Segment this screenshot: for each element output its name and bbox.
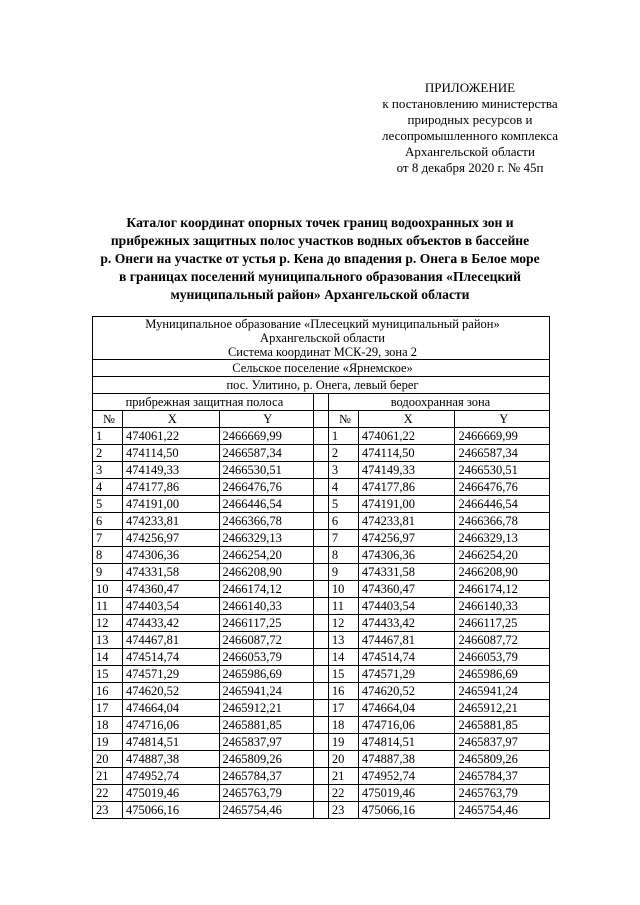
column-gap <box>313 717 328 734</box>
column-gap <box>313 564 328 581</box>
table-row <box>93 802 550 819</box>
column-gap <box>313 530 328 547</box>
column-gap <box>313 513 328 530</box>
coord-x: 474403,54 <box>358 598 455 615</box>
header-line: Система координат МСК-29, зона 2 <box>227 345 418 359</box>
title-line: Каталог координат опорных точек границ водоохранных зон и <box>126 215 514 230</box>
coord-y: 2465763,79 <box>455 785 550 802</box>
coord-x: 474114,50 <box>123 445 220 462</box>
column-gap <box>313 666 328 683</box>
table-row <box>93 598 550 615</box>
table-row <box>93 649 550 666</box>
settlement-row <box>93 360 550 377</box>
point-number: 22 <box>328 785 358 802</box>
col-no-header: № <box>93 411 123 428</box>
coord-y: 2465941,24 <box>455 683 550 700</box>
table-row <box>93 428 550 445</box>
coord-x: 475019,46 <box>358 785 455 802</box>
coord-x: 474331,58 <box>123 564 220 581</box>
point-number: 16 <box>93 683 123 700</box>
coord-y: 2466587,34 <box>219 445 313 462</box>
point-number: 13 <box>328 632 358 649</box>
point-number: 7 <box>93 530 123 547</box>
col-x-header: X <box>358 411 455 428</box>
coord-y: 2465754,46 <box>219 802 313 819</box>
point-number: 18 <box>93 717 123 734</box>
coord-x: 474571,29 <box>123 666 220 683</box>
coord-x: 474467,81 <box>358 632 455 649</box>
point-number: 4 <box>328 479 358 496</box>
column-gap <box>313 632 328 649</box>
coord-x: 474433,42 <box>123 615 220 632</box>
coord-y: 2465809,26 <box>219 751 313 768</box>
appendix-line: природных ресурсов и <box>407 112 533 127</box>
point-number: 5 <box>328 496 358 513</box>
coord-y: 2465837,97 <box>455 734 550 751</box>
point-number: 19 <box>93 734 123 751</box>
coord-x: 474331,58 <box>358 564 455 581</box>
locality-row <box>93 377 550 394</box>
coord-x: 474177,86 <box>358 479 455 496</box>
coord-y: 2465881,85 <box>455 717 550 734</box>
column-gap <box>313 649 328 666</box>
coord-y: 2466329,13 <box>219 530 313 547</box>
point-number: 2 <box>93 445 123 462</box>
coord-x: 474887,38 <box>358 751 455 768</box>
coord-x: 474177,86 <box>123 479 220 496</box>
point-number: 6 <box>328 513 358 530</box>
coord-y: 2465912,21 <box>455 700 550 717</box>
coord-x: 474114,50 <box>358 445 455 462</box>
header-line: Архангельской области <box>260 331 385 345</box>
title-line: р. Онеги на участке от устья р. Кена до впадения р. Онега в Белое море <box>100 251 540 266</box>
column-gap <box>313 445 328 462</box>
right-section-label: водоохранная зона <box>328 394 549 411</box>
coord-y: 2466174,12 <box>219 581 313 598</box>
table-row <box>93 632 550 649</box>
point-number: 19 <box>328 734 358 751</box>
point-number: 13 <box>93 632 123 649</box>
point-number: 10 <box>328 581 358 598</box>
coord-x: 474514,74 <box>123 649 220 666</box>
coord-y: 2466530,51 <box>219 462 313 479</box>
point-number: 14 <box>93 649 123 666</box>
point-number: 21 <box>328 768 358 785</box>
table-row <box>93 717 550 734</box>
left-section-label: прибрежная защитная полоса <box>93 394 314 411</box>
coord-x: 474952,74 <box>123 768 220 785</box>
coord-y: 2465912,21 <box>219 700 313 717</box>
point-number: 23 <box>328 802 358 819</box>
coord-y: 2465986,69 <box>219 666 313 683</box>
coord-x: 474571,29 <box>358 666 455 683</box>
coord-y: 2466476,76 <box>455 479 550 496</box>
coord-x: 474360,47 <box>123 581 220 598</box>
appendix-line: к постановлению министерства <box>382 96 558 111</box>
coord-x: 474664,04 <box>358 700 455 717</box>
coord-x: 475066,16 <box>123 802 220 819</box>
coord-x: 474233,81 <box>358 513 455 530</box>
appendix-line: от 8 декабря 2020 г. № 45п <box>396 160 544 175</box>
point-number: 1 <box>93 428 123 445</box>
coord-x: 474403,54 <box>123 598 220 615</box>
point-number: 11 <box>93 598 123 615</box>
table-row <box>93 581 550 598</box>
col-no-header: № <box>328 411 358 428</box>
point-number: 1 <box>328 428 358 445</box>
coord-y: 2465837,97 <box>219 734 313 751</box>
point-number: 12 <box>328 615 358 632</box>
coord-y: 2466117,25 <box>219 615 313 632</box>
point-number: 22 <box>93 785 123 802</box>
coordinates-table <box>92 316 550 819</box>
point-number: 9 <box>93 564 123 581</box>
table-header-row <box>93 317 550 360</box>
point-number: 7 <box>328 530 358 547</box>
coord-y: 2466208,90 <box>455 564 550 581</box>
point-number: 17 <box>93 700 123 717</box>
col-x-header: X <box>123 411 220 428</box>
point-number: 3 <box>328 462 358 479</box>
column-gap <box>313 581 328 598</box>
coord-x: 474061,22 <box>123 428 220 445</box>
coord-x: 474716,06 <box>358 717 455 734</box>
point-number: 5 <box>93 496 123 513</box>
column-gap <box>313 751 328 768</box>
point-number: 15 <box>93 666 123 683</box>
column-gap <box>313 547 328 564</box>
coord-y: 2466053,79 <box>455 649 550 666</box>
coord-x: 474256,97 <box>358 530 455 547</box>
coord-y: 2466669,99 <box>219 428 313 445</box>
table-row <box>93 751 550 768</box>
coord-x: 474467,81 <box>123 632 220 649</box>
table-row <box>93 683 550 700</box>
point-number: 12 <box>93 615 123 632</box>
appendix-line: Архангельской области <box>405 144 535 159</box>
coord-x: 474360,47 <box>358 581 455 598</box>
point-number: 17 <box>328 700 358 717</box>
column-gap <box>313 598 328 615</box>
title-line: в границах поселений муниципального образования «Плесецкий <box>119 269 521 284</box>
point-number: 20 <box>93 751 123 768</box>
coord-y: 2466366,78 <box>219 513 313 530</box>
coord-x: 474306,36 <box>358 547 455 564</box>
table-row <box>93 513 550 530</box>
coord-x: 474149,33 <box>358 462 455 479</box>
coord-x: 475019,46 <box>123 785 220 802</box>
coord-y: 2466329,13 <box>455 530 550 547</box>
coord-x: 474887,38 <box>123 751 220 768</box>
table-row <box>93 700 550 717</box>
section-gap <box>313 394 328 411</box>
coord-y: 2466366,78 <box>455 513 550 530</box>
coord-x: 474814,51 <box>358 734 455 751</box>
document-title <box>80 214 560 304</box>
coord-y: 2466087,72 <box>455 632 550 649</box>
point-number: 8 <box>328 547 358 564</box>
table-row <box>93 530 550 547</box>
column-gap <box>313 462 328 479</box>
coord-x: 474306,36 <box>123 547 220 564</box>
title-line: муниципальный район» Архангельской области <box>170 287 470 302</box>
coord-x: 474814,51 <box>123 734 220 751</box>
point-number: 6 <box>93 513 123 530</box>
point-number: 14 <box>328 649 358 666</box>
column-gap <box>313 615 328 632</box>
header-line: Муниципальное образование «Плесецкий муниципальный район» <box>145 317 500 331</box>
coord-y: 2466087,72 <box>219 632 313 649</box>
table-row <box>93 462 550 479</box>
table-row <box>93 479 550 496</box>
coord-y: 2466476,76 <box>219 479 313 496</box>
appendix-line: лесопромышленного комплекса <box>381 128 558 143</box>
coord-y: 2466446,54 <box>455 496 550 513</box>
coord-y: 2465881,85 <box>219 717 313 734</box>
section-row <box>93 394 550 411</box>
appendix-block <box>340 80 600 176</box>
coord-x: 474233,81 <box>123 513 220 530</box>
point-number: 4 <box>93 479 123 496</box>
coord-y: 2465809,26 <box>455 751 550 768</box>
coord-x: 474664,04 <box>123 700 220 717</box>
coord-y: 2466446,54 <box>219 496 313 513</box>
coord-x: 474620,52 <box>123 683 220 700</box>
point-number: 2 <box>328 445 358 462</box>
point-number: 21 <box>93 768 123 785</box>
column-header-row <box>93 411 550 428</box>
coord-x: 475066,16 <box>358 802 455 819</box>
table-row <box>93 666 550 683</box>
column-gap <box>313 785 328 802</box>
point-number: 9 <box>328 564 358 581</box>
table-row <box>93 615 550 632</box>
coord-y: 2465784,37 <box>455 768 550 785</box>
coord-x: 474191,00 <box>123 496 220 513</box>
municipality-header <box>93 317 550 360</box>
coord-y: 2466140,33 <box>219 598 313 615</box>
point-number: 23 <box>93 802 123 819</box>
coord-y: 2465986,69 <box>455 666 550 683</box>
point-number: 3 <box>93 462 123 479</box>
appendix-line: ПРИЛОЖЕНИЕ <box>424 80 516 95</box>
coord-y: 2466587,34 <box>455 445 550 462</box>
column-gap <box>313 496 328 513</box>
coord-x: 474191,00 <box>358 496 455 513</box>
point-number: 15 <box>328 666 358 683</box>
coord-y: 2466530,51 <box>455 462 550 479</box>
table-row <box>93 445 550 462</box>
coord-x: 474149,33 <box>123 462 220 479</box>
coord-x: 474952,74 <box>358 768 455 785</box>
point-number: 10 <box>93 581 123 598</box>
coord-x: 474514,74 <box>358 649 455 666</box>
column-gap <box>313 411 328 428</box>
coord-y: 2466140,33 <box>455 598 550 615</box>
coord-y: 2465784,37 <box>219 768 313 785</box>
point-number: 11 <box>328 598 358 615</box>
table-row <box>93 768 550 785</box>
point-number: 16 <box>328 683 358 700</box>
point-number: 20 <box>328 751 358 768</box>
coord-y: 2466669,99 <box>455 428 550 445</box>
column-gap <box>313 802 328 819</box>
table-row <box>93 496 550 513</box>
column-gap <box>313 479 328 496</box>
coord-x: 474433,42 <box>358 615 455 632</box>
point-number: 8 <box>93 547 123 564</box>
table-row <box>93 785 550 802</box>
column-gap <box>313 768 328 785</box>
settlement-name: Сельское поселение «Ярнемское» <box>93 360 550 377</box>
coord-y: 2466254,20 <box>219 547 313 564</box>
table-row <box>93 547 550 564</box>
col-y-header: Y <box>219 411 313 428</box>
column-gap <box>313 683 328 700</box>
column-gap <box>313 734 328 751</box>
coord-y: 2465941,24 <box>219 683 313 700</box>
locality-name: пос. Улитино, р. Онега, левый берег <box>93 377 550 394</box>
col-y-header: Y <box>455 411 550 428</box>
coord-y: 2466254,20 <box>455 547 550 564</box>
coord-y: 2466174,12 <box>455 581 550 598</box>
table-row <box>93 734 550 751</box>
table-row <box>93 564 550 581</box>
coord-x: 474256,97 <box>123 530 220 547</box>
title-line: прибрежных защитных полос участков водных объектов в бассейне <box>110 233 530 248</box>
coord-x: 474716,06 <box>123 717 220 734</box>
column-gap <box>313 428 328 445</box>
column-gap <box>313 700 328 717</box>
point-number: 18 <box>328 717 358 734</box>
coord-y: 2466117,25 <box>455 615 550 632</box>
coord-y: 2466208,90 <box>219 564 313 581</box>
coord-x: 474061,22 <box>358 428 455 445</box>
coord-y: 2465763,79 <box>219 785 313 802</box>
coord-y: 2465754,46 <box>455 802 550 819</box>
coord-y: 2466053,79 <box>219 649 313 666</box>
coord-x: 474620,52 <box>358 683 455 700</box>
